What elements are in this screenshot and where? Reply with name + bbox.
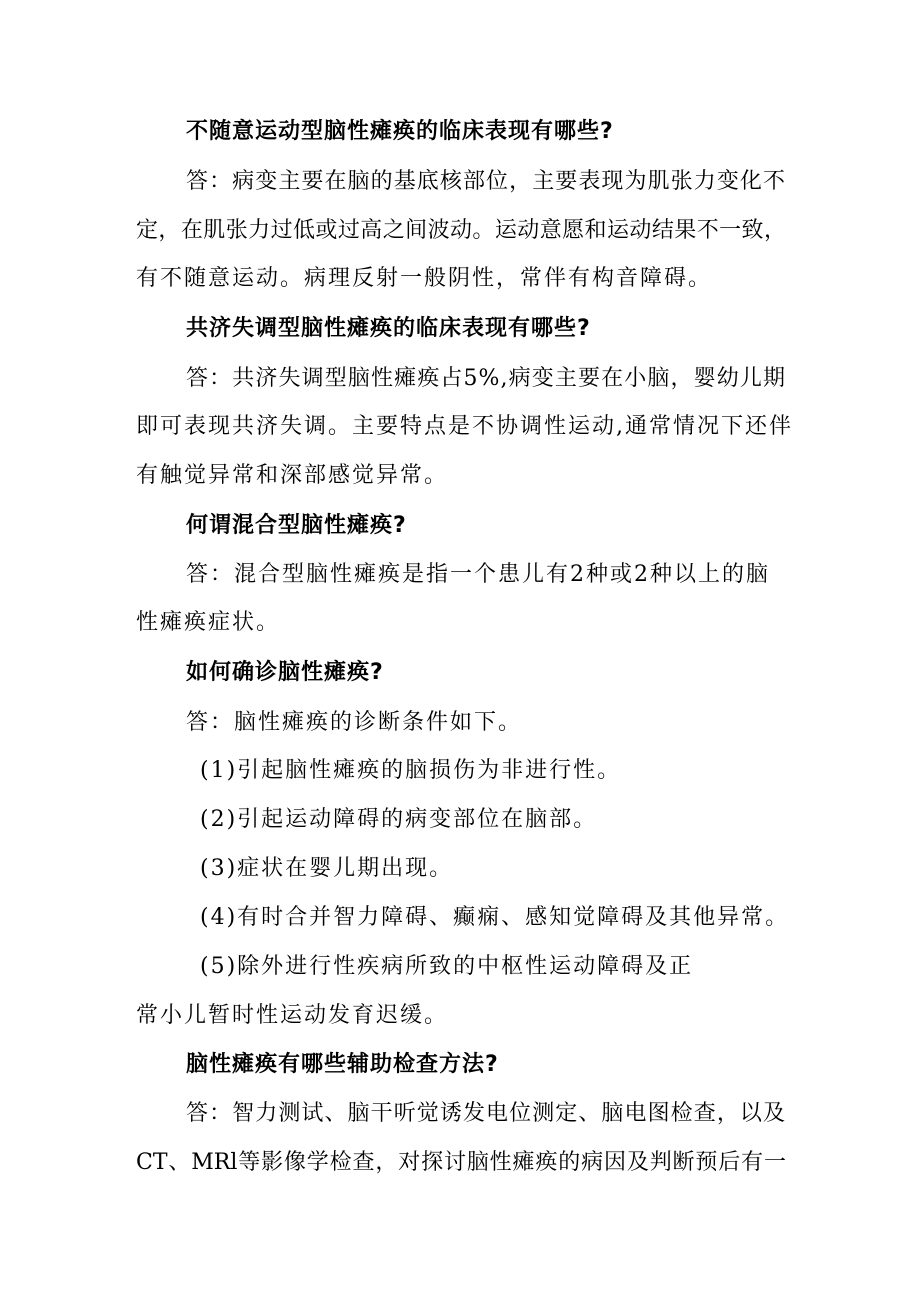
list-item: (2)引起运动障碍的病变部位在脑部。: [200, 807, 598, 832]
question-heading: 共济失调型脑性瘫痪的临床表现有哪些?: [186, 316, 591, 341]
answer-line: 答：病变主要在脑的基底核部位，主要表现为肌张力变化不: [186, 169, 786, 194]
list-item: (3)症状在婴儿期出现。: [200, 856, 454, 881]
question-heading: 不随意运动型脑性瘫痪的临床表现有哪些?: [186, 119, 614, 144]
answer-line: CT、MRl等影像学检查，对探讨脑性瘫痪的病因及判断预后有一: [136, 1150, 786, 1175]
list-item: (4)有时合并智力障碍、癫痫、感知觉障碍及其他异常。: [200, 905, 790, 930]
question-heading: 何谓混合型脑性瘫痪?: [186, 513, 407, 538]
answer-line: 即可表现共济失调。主要特点是不协调性运动,通常情况下还伴: [136, 414, 793, 439]
answer-line: 答：智力测试、脑干听觉诱发电位测定、脑电图检查，以及: [186, 1101, 786, 1126]
answer-line: 性瘫痪症状。: [136, 610, 281, 635]
list-item-continuation: 常小儿暂时性运动发育迟缓。: [136, 1003, 449, 1028]
list-item: (5)除外进行性疾病所致的中枢性运动障碍及正: [200, 954, 694, 979]
answer-line: 定，在肌张力过低或过高之间波动。运动意愿和运动结果不一致，: [136, 218, 786, 243]
answer-line: 答：脑性瘫痪的诊断条件如下。: [186, 710, 523, 735]
question-heading: 如何确诊脑性瘫痪?: [186, 660, 384, 685]
answer-line: 有触觉异常和深部感觉异常。: [136, 463, 449, 488]
question-heading: 脑性瘫痪有哪些辅助检查方法?: [186, 1052, 499, 1077]
list-item: (1)引起脑性瘫痪的脑损伤为非进行性。: [200, 758, 622, 783]
answer-line: 答：共济失调型脑性瘫痪占5%,病变主要在小脑，婴幼儿期: [186, 366, 786, 391]
answer-line: 有不随意运动。病理反射一般阴性，常伴有构音障碍。: [136, 266, 713, 291]
answer-line: 答：混合型脑性瘫痪是指一个患儿有2种或2种以上的脑: [186, 562, 770, 587]
